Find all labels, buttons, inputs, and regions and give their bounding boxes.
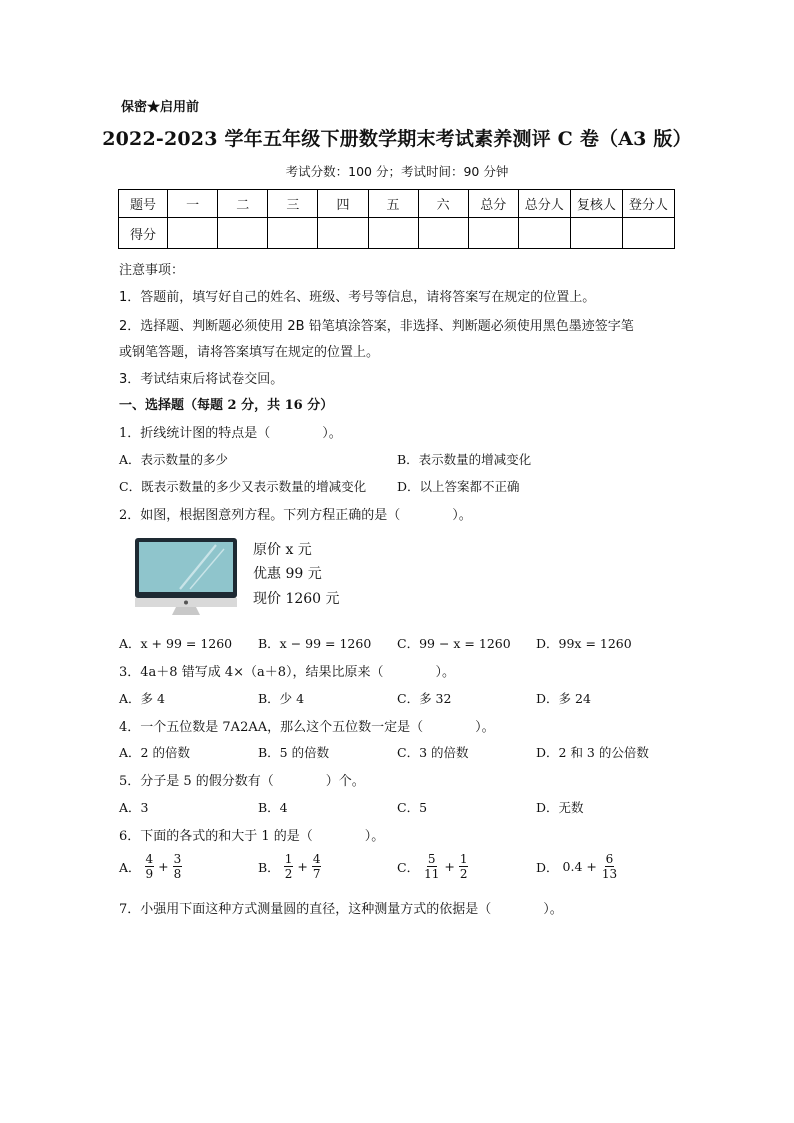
denominator: 13 [601,867,618,881]
q5-option-a[interactable]: A．3 [119,800,149,815]
note-item: 或钢笔答题，请将答案填写在规定的位置上。 [119,345,380,360]
confidential-label: 保密★启用前 [121,100,200,115]
q5-option-d[interactable]: D．无数 [536,800,584,815]
score-cell: 五 [368,190,418,218]
score-cell: 三 [268,190,318,218]
question-2-stem: 2．如图，根据图意列方程。下列方程正确的是（ ）。 [119,508,472,523]
score-cell: 六 [418,190,468,218]
score-cell: 得分 [119,218,168,249]
question-4-stem: 4．一个五位数是 7A2AA，那么这个五位数一定是（ ）。 [119,720,495,735]
fraction [284,852,294,881]
q6-option-c[interactable] [397,852,468,881]
numerator: 3 [173,852,182,866]
score-input-cell[interactable] [368,218,418,249]
denominator: 7 [312,867,321,881]
score-cell: 复核人 [570,190,622,218]
fraction [173,852,183,881]
plus-sign: + [158,859,169,874]
option-label: A． [119,859,141,875]
score-table [118,189,675,249]
note-item: 2．选择题、判断题必须使用 2B 铅笔填涂答案，非选择、判断题必须使用黑色墨迹签字笔 [119,319,634,334]
numerator: 1 [284,852,293,866]
q2-option-d[interactable]: D．99x = 1260 [536,636,632,651]
score-input-cell[interactable] [622,218,674,249]
q5-option-c[interactable]: C．5 [397,800,428,815]
q2-option-c[interactable]: C．99 − x = 1260 [397,636,511,651]
q1-option-a[interactable]: A．表示数量的多少 [119,452,229,467]
score-input-cell[interactable] [218,218,268,249]
notes-heading: 注意事项： [119,263,185,278]
q3-option-a[interactable]: A．多 4 [119,691,165,706]
question-7-stem: 7．小强用下面这种方式测量圆的直径，这种测量方式的依据是（ ）。 [119,902,563,917]
option-label: D． [536,859,559,875]
question-6-stem: 6．下面的各式的和大于 1 的是（ ）。 [119,829,385,844]
plus-sign: + [444,859,455,874]
score-cell: 一 [168,190,218,218]
pic-original-price: 原价 x 元 [253,542,312,558]
exam-info: 考试分数：100 分；考试时间：90 分钟 [285,164,509,179]
q6-option-d[interactable] [536,852,618,881]
q3-option-b[interactable]: B．少 4 [258,691,305,706]
score-input-cell[interactable] [570,218,622,249]
pic-current-price: 现价 1260 元 [253,591,340,607]
q1-option-c[interactable]: C．既表示数量的多少又表示数量的增减变化 [119,479,367,494]
numerator: 1 [459,852,468,866]
q2-option-b[interactable]: B．x − 99 = 1260 [258,636,372,651]
score-cell: 登分人 [622,190,674,218]
fraction [312,852,322,881]
score-input-cell[interactable] [168,218,218,249]
denominator: 2 [284,867,293,881]
fraction [423,852,440,881]
score-cell: 总分人 [518,190,570,218]
numerator: 4 [145,852,154,866]
score-table-header-row [119,190,675,218]
q1-option-d[interactable]: D．以上答案都不正确 [397,479,520,494]
score-input-cell[interactable] [318,218,368,249]
score-input-cell[interactable] [468,218,518,249]
fraction [145,852,155,881]
q5-option-b[interactable]: B．4 [258,800,288,815]
exam-title: 2022-2023 学年五年级下册数学期末考试素养测评 C 卷（A3 版） [102,128,692,150]
numerator: 5 [427,852,436,866]
numerator: 4 [312,852,321,866]
option-label: B． [258,859,280,875]
denominator: 8 [173,867,182,881]
score-cell: 总分 [468,190,518,218]
denominator: 9 [145,867,154,881]
section-heading: 一、选择题（每题 2 分，共 16 分） [119,398,334,413]
question-5-stem: 5．分子是 5 的假分数有（ ）个。 [119,774,365,789]
numerator: 6 [605,852,614,866]
q4-option-a[interactable]: A．2 的倍数 [119,745,190,760]
score-input-cell[interactable] [268,218,318,249]
note-item: 1．答题前，填写好自己的姓名、班级、考号等信息，请将答案写在规定的位置上。 [119,290,596,305]
q4-option-c[interactable]: C．3 的倍数 [397,745,469,760]
q1-option-b[interactable]: B．表示数量的增减变化 [397,452,532,467]
denominator: 2 [459,867,468,881]
score-cell: 四 [318,190,368,218]
score-table-score-row [119,218,675,249]
score-cell: 题号 [119,190,168,218]
pic-discount: 优惠 99 元 [253,566,322,582]
q3-option-d[interactable]: D．多 24 [536,691,591,706]
plus-sign: + [297,859,308,874]
q2-option-a[interactable]: A．x + 99 = 1260 [119,636,233,651]
question-3-stem: 3．4a＋8 错写成 4×（a＋8），结果比原来（ ）。 [119,665,456,680]
decimal-term: 0.4 + [562,859,597,874]
q4-option-b[interactable]: B．5 的倍数 [258,745,330,760]
score-input-cell[interactable] [518,218,570,249]
score-cell: 二 [218,190,268,218]
fraction [459,852,469,881]
note-item: 3．考试结束后将试卷交回。 [119,372,284,387]
q4-option-d[interactable]: D．2 和 3 的公倍数 [536,745,649,760]
option-label: C． [397,859,420,875]
q3-option-c[interactable]: C．多 32 [397,691,452,706]
question-1-stem: 1．折线统计图的特点是（ ）。 [119,426,342,441]
score-input-cell[interactable] [418,218,468,249]
q6-option-b[interactable] [258,852,321,881]
fraction [601,852,618,881]
q6-option-a[interactable] [119,852,182,881]
monitor-image [134,537,238,617]
denominator: 11 [424,867,440,881]
